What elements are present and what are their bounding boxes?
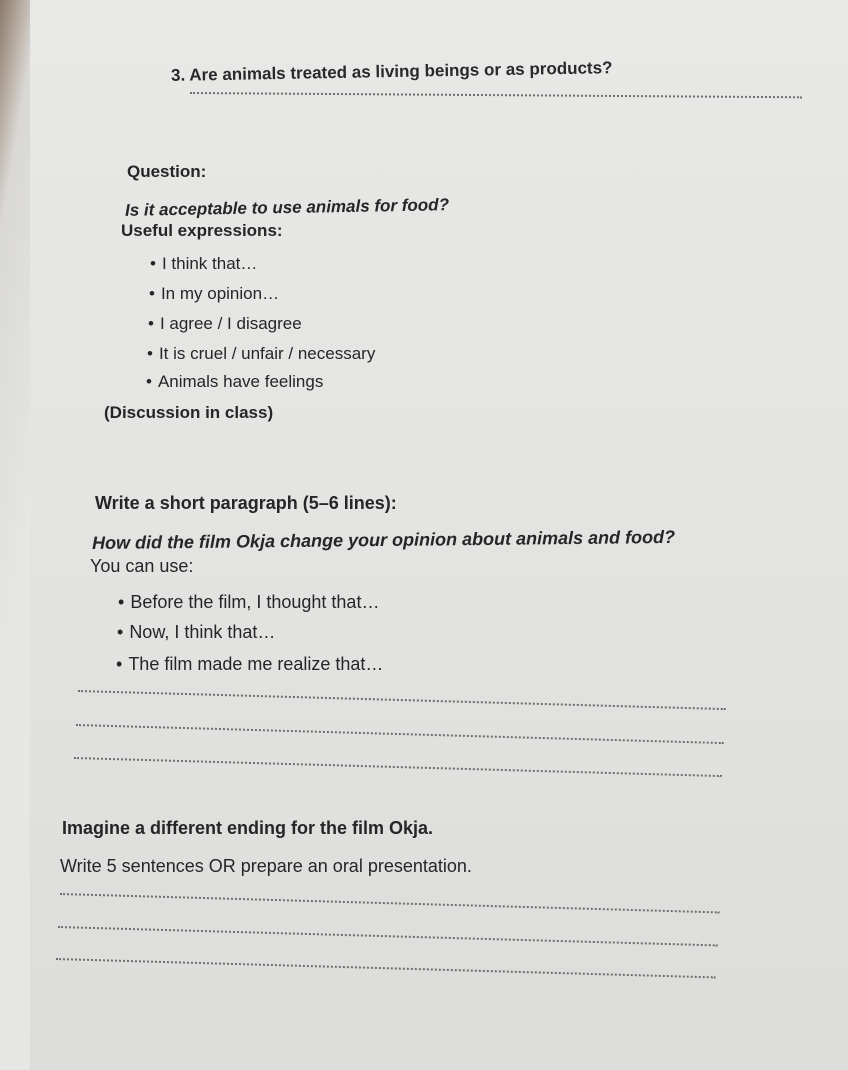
use-label: You can use: (90, 556, 194, 576)
expression-item: • In my opinion… (149, 284, 279, 304)
ending-heading: Imagine a different ending for the film Okja. (62, 818, 434, 838)
paragraph-heading: Write a short paragraph (5–6 lines): (95, 493, 397, 513)
sentence-starter: • The film made me realize that… (116, 654, 383, 674)
expression-item: • Animals have feelings (146, 372, 323, 392)
expression-item: • I agree / I disagree (148, 314, 302, 334)
expressions-label: Useful expressions: (121, 221, 283, 240)
sentence-starter: • Now, I think that… (117, 622, 275, 642)
question-label: Question: (127, 162, 207, 181)
question-text: Is it acceptable to use animals for food? (124, 195, 450, 220)
expression-item: • I think that… (150, 254, 257, 274)
question-3: 3. Are animals treated as living beings or as products? (170, 58, 613, 85)
expression-item: • It is cruel / unfair / necessary (147, 344, 375, 364)
ending-instruction: Write 5 sentences OR prepare an oral presentation. (60, 856, 472, 876)
discussion-note: (Discussion in class) (104, 403, 274, 422)
paragraph-prompt: How did the film Okja change your opinion about animals and food? (91, 526, 676, 554)
sentence-starter: • Before the film, I thought that… (118, 592, 379, 612)
